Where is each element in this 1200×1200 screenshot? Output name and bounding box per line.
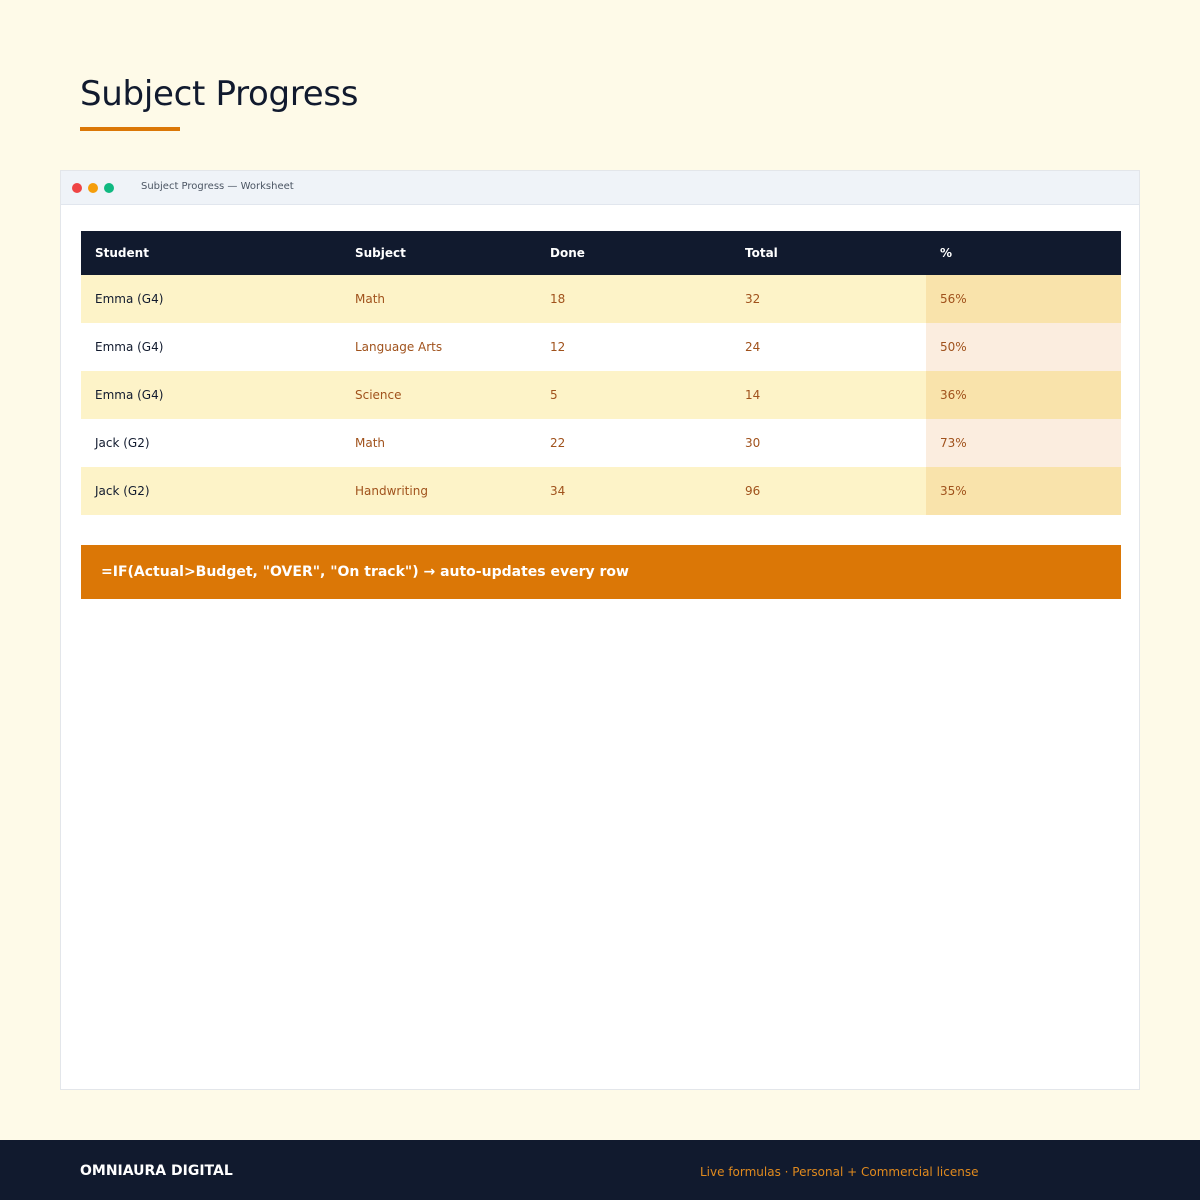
column-header-percent[interactable]: %: [926, 231, 1121, 275]
cell-total[interactable]: 96: [731, 467, 926, 515]
cell-done[interactable]: 22: [536, 419, 731, 467]
cell-total[interactable]: 14: [731, 371, 926, 419]
footer-note: Live formulas · Personal + Commercial license: [700, 1165, 979, 1179]
cell-percent[interactable]: 35%: [926, 467, 1121, 515]
cell-done[interactable]: 5: [536, 371, 731, 419]
cell-student[interactable]: Emma (G4): [81, 371, 341, 419]
cell-total[interactable]: 24: [731, 323, 926, 371]
cell-student[interactable]: Emma (G4): [81, 323, 341, 371]
footer-brand: OMNIAURA DIGITAL: [80, 1163, 233, 1179]
cell-done[interactable]: 12: [536, 323, 731, 371]
maximize-dot-icon[interactable]: [104, 183, 114, 193]
cell-subject[interactable]: Language Arts: [341, 323, 536, 371]
cell-subject[interactable]: Science: [341, 371, 536, 419]
table-row: [81, 419, 1121, 467]
column-header-subject[interactable]: Subject: [341, 231, 536, 275]
table-row: [81, 467, 1121, 515]
cell-done[interactable]: 34: [536, 467, 731, 515]
cell-total[interactable]: 30: [731, 419, 926, 467]
table-row: [81, 371, 1121, 419]
table-header-row: [81, 231, 1121, 275]
cell-percent[interactable]: 56%: [926, 275, 1121, 323]
cell-student[interactable]: Jack (G2): [81, 467, 341, 515]
table-row: [81, 275, 1121, 323]
cell-student[interactable]: Emma (G4): [81, 275, 341, 323]
cell-percent[interactable]: 73%: [926, 419, 1121, 467]
column-header-total[interactable]: Total: [731, 231, 926, 275]
column-header-student[interactable]: Student: [81, 231, 341, 275]
cell-subject[interactable]: Math: [341, 419, 536, 467]
cell-total[interactable]: 32: [731, 275, 926, 323]
cell-percent[interactable]: 50%: [926, 323, 1121, 371]
cell-student[interactable]: Jack (G2): [81, 419, 341, 467]
table-row: [81, 323, 1121, 371]
cell-subject[interactable]: Math: [341, 275, 536, 323]
footer: [0, 1140, 1200, 1200]
window-titlebar: [61, 171, 1139, 205]
title-underline: [80, 127, 180, 131]
cell-percent[interactable]: 36%: [926, 371, 1121, 419]
close-dot-icon[interactable]: [72, 183, 82, 193]
formula-bar: =IF(Actual>Budget, "OVER", "On track") → auto-updates every row: [81, 545, 1121, 599]
column-header-done[interactable]: Done: [536, 231, 731, 275]
worksheet-window: [60, 170, 1140, 1090]
cell-subject[interactable]: Handwriting: [341, 467, 536, 515]
progress-table: [81, 231, 1121, 515]
window-title: Subject Progress — Worksheet: [141, 181, 294, 192]
cell-done[interactable]: 18: [536, 275, 731, 323]
page-title: Subject Progress: [80, 74, 359, 114]
minimize-dot-icon[interactable]: [88, 183, 98, 193]
